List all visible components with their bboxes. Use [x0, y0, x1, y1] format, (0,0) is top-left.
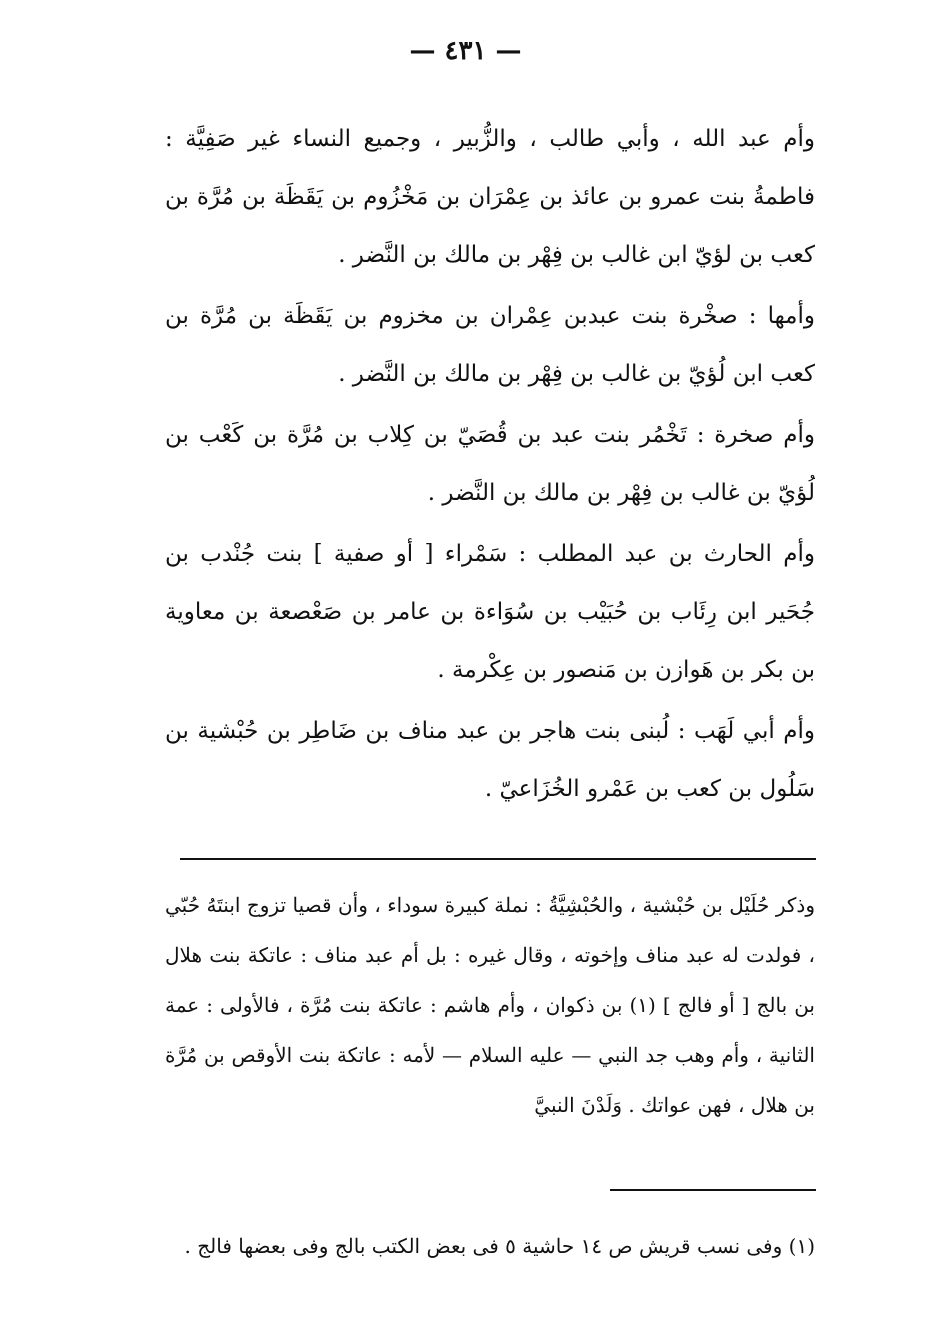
footnote: (١) وفى نسب قريش ص ١٤ حاشية ٥ فى بعض الكتب بالج وفى بعضها فالج .: [184, 1234, 815, 1258]
paragraph-mother-of-abdullah: وأم عبد الله ، وأبي طالب ، والزُّبير ، وجميع النساء غير صَفِيَّة : فاطمةُ بنت عمرو بن عائذ بن عِمْرَان بن مَخْزُوم بن يَقَظَة بن مُرَّة بن كعب بن لؤيّ ابن غالب بن فِهْر بن مالك بن النَّضر .: [165, 126, 815, 268]
paragraph-her-mother: وأمها : صخْرة بنت عبدبن عِمْران بن مخزوم بن يَقَظَة بن مُرَّة بن كعب ابن لُؤيّ بن غالب بن فِهْر بن مالك بن النَّضر .: [165, 303, 815, 387]
main-text: [165, 100, 815, 821]
page-number: — ٤٣١ —: [409, 36, 522, 66]
paragraph-mother-of-sakhra: وأم صخرة : تَخْمُر بنت عبد بن قُصَيّ بن كِلاب بن مُرَّة بن كَعْب بن لُؤيّ بن غالب بن فِهْر بن مالك بن النَّضر .: [165, 422, 815, 506]
commentary-text: [165, 880, 815, 1133]
commentary-paragraph: وذكر حُلَيْل بن حُبْشية ، والحُبْشِيَّةُ : نملة كبيرة سوداء ، وأن قصيا تزوج ابنتَهُ حُبّي ، فولدت له عبد مناف وإخوته ، وقال غيره : بل أم عبد مناف : عاتكة بنت هلال بن بالج [ أو فالج ] (١) بن ذكوان ، وأم هاشم : عاتكة بنت مُرَّة ، فالأولى : عمة الثانية ، وأم وهب جد النبي — عليه السلام — لأمه : عاتكة بنت الأوقص بن مُرَّة بن هلال ، فهن عواتك . وَلَدْنَ النبيَّ: [165, 893, 815, 1117]
footnote-divider: [610, 1189, 816, 1191]
paragraph-mother-of-abu-lahab: وأم أبي لَهَب : لُبنى بنت هاجر بن عبد مناف بن ضَاطِر بن حُبْشية بن سَلُول بن كعب بن عَمْرو الخُزَاعيّ .: [165, 718, 815, 802]
paragraph-mother-of-harith: وأم الحارث بن عبد المطلب : سَمْراء [ أو صفية ] بنت جُنْدب بن جُحَير ابن رِئَاب بن حُبَيْب بن سُوَاءة بن عامر بن صَعْصعة بن معاوية بن بكر بن هَوازن بن مَنصور بن عِكْرمة .: [165, 541, 815, 683]
section-divider: [180, 858, 816, 860]
